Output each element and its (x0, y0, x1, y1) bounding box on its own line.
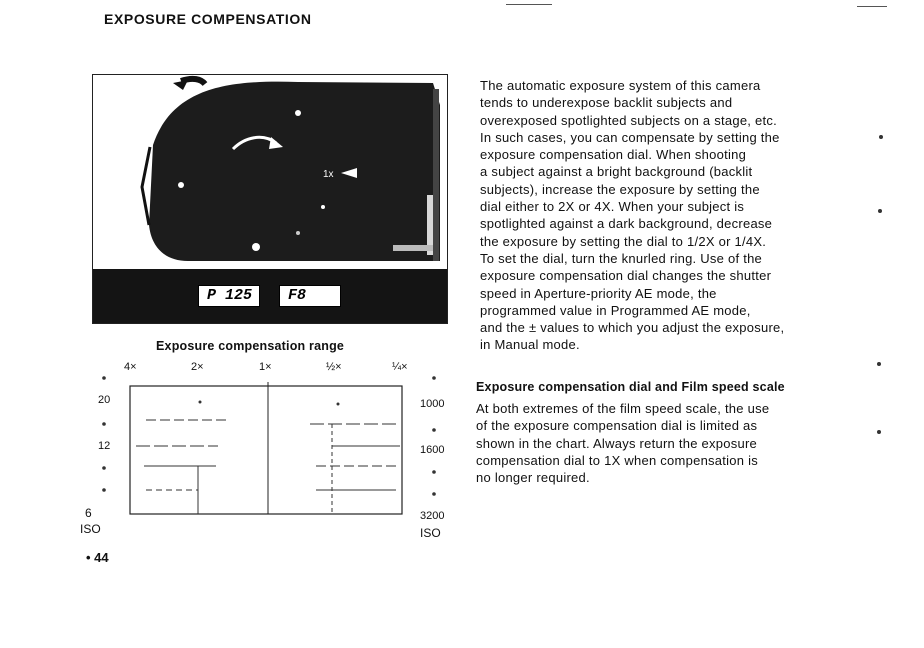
text-line: At both extremes of the film speed scale, the use (476, 401, 770, 416)
exposure-range-chart (80, 372, 450, 522)
top-rule-left (506, 4, 552, 5)
text-line: subjects), increase the exposure by setting the (480, 181, 760, 197)
top-label-half-x: ½× (326, 361, 342, 373)
left-label-12: 12 (98, 440, 111, 452)
margin-dot (878, 209, 882, 213)
film-section-heading: Exposure compensation dial and Film speed scale (476, 380, 785, 394)
camera-illustration (93, 75, 447, 269)
text-line: spotlighted against a dark background, decrease (480, 216, 773, 232)
margin-dot (877, 362, 881, 366)
lcd-shutter-display: P 125 (198, 285, 260, 307)
camera-photo (92, 74, 448, 324)
text-line: In such cases, you can compensate by setting the (480, 129, 780, 145)
top-label-4x: 4× (124, 361, 137, 373)
top-label-1x: 1× (259, 361, 272, 373)
dial-mark: 1x (323, 169, 334, 180)
lcd-aperture-display: F8 (279, 285, 341, 307)
text-line: shown in the chart. Always return the exposure (476, 435, 758, 451)
text-line: dial either to 2X or 4X. When your subject is (480, 199, 745, 215)
text-line: To set the dial, turn the knurled ring. Use of the (480, 250, 763, 266)
camera-top-view (93, 75, 447, 269)
top-label-quarter-x: ¼× (392, 361, 408, 373)
right-label-1600: 1600 (420, 444, 445, 456)
chart-title: Exposure compensation range (156, 339, 345, 353)
top-label-2x: 2× (191, 361, 204, 373)
text-line: overexposed spotlighted subjects on a stage, etc. (480, 112, 777, 128)
main-paragraph (480, 77, 850, 354)
top-rule-right (857, 6, 887, 7)
margin-dot (877, 430, 881, 434)
right-label-1000: 1000 (420, 398, 445, 410)
text-line: and the ± values to which you adjust the exposure, (480, 320, 785, 336)
film-section-paragraph (476, 400, 846, 486)
page-number: • 44 (86, 550, 109, 565)
text-line: a subject against a bright background (backlit (480, 164, 753, 180)
text-line: the exposure by setting the dial to 1/2X or 1/4X. (480, 233, 767, 249)
chart-frame (130, 386, 402, 514)
text-line: speed in Aperture-priority AE mode, the (480, 285, 717, 301)
text-line: compensation dial to 1X when compensation is (476, 452, 758, 468)
page-title: EXPOSURE COMPENSATION (104, 11, 312, 27)
text-line: of the exposure compensation dial is limited as (476, 418, 758, 434)
left-label-6: 6 (85, 506, 92, 520)
lcd-panel (93, 269, 447, 324)
text-line: no longer required. (476, 470, 590, 486)
margin-dot (879, 135, 883, 139)
text-line: The automatic exposure system of this camera (480, 78, 761, 93)
right-label-3200: 3200 (420, 510, 445, 522)
text-line: tends to underexpose backlit subjects and (480, 95, 733, 111)
text-line: exposure compensation dial changes the shutter (480, 268, 772, 284)
text-line: programmed value in Programmed AE mode, (480, 302, 751, 318)
text-line: exposure compensation dial. When shooting (480, 147, 747, 163)
left-iso-unit: ISO (80, 522, 101, 536)
text-line: in Manual mode. (480, 337, 580, 353)
right-iso-unit: ISO (420, 526, 441, 540)
left-label-20: 20 (98, 394, 111, 406)
